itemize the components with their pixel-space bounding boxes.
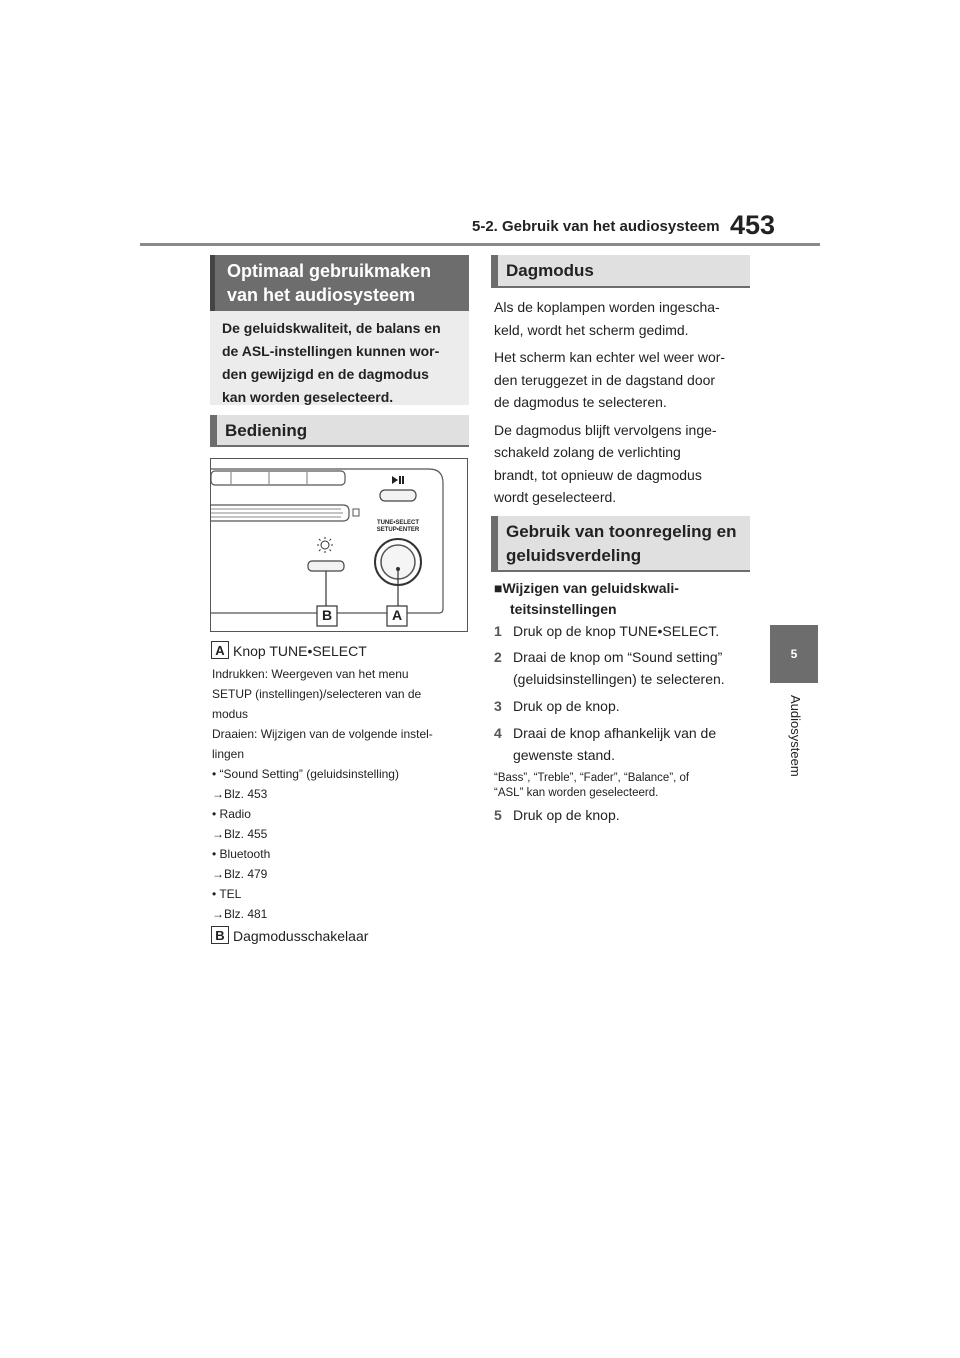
intro-summary (210, 311, 469, 405)
step-number: 1 (494, 623, 502, 639)
desc-line: • Bluetooth (212, 847, 271, 861)
step-text: Draai de knop afhankelijk van de (513, 725, 717, 741)
chapter-tab-label (785, 695, 805, 795)
chapter-tab-label-text: Audiosysteem (788, 695, 803, 777)
text-line: schakeld zolang de verlichting (494, 444, 681, 460)
text-line: brandt, tot opnieuw de dagmodus (494, 466, 702, 483)
chapter-title: 5-2. Gebruik van het audiosysteem (472, 218, 720, 235)
desc-line: • “Sound Setting” (geluidsinstelling) (212, 767, 399, 781)
audio-panel-illustration (211, 459, 467, 631)
intro-line: den gewijzigd en de dagmodus (222, 366, 429, 382)
knob-label (370, 520, 426, 534)
header-divider (140, 243, 820, 246)
callout-a: A (391, 607, 403, 623)
sub-heading-line: ■Wijzigen van geluidskwali- (494, 580, 679, 596)
item-b-title: Dagmodusschakelaar (233, 928, 369, 944)
text-line: Het scherm kan echter wel weer wor- (494, 349, 726, 365)
chapter-tab: 5 (770, 625, 818, 683)
desc-line: modus (212, 707, 249, 721)
desc-line: Indrukken: Weergeven van het menu (212, 667, 409, 681)
heading-line: Gebruik van toonregeling en (506, 522, 737, 541)
section-heading-bediening: Bediening (210, 415, 469, 447)
item-a-description (212, 664, 472, 924)
desc-line: • TEL (212, 887, 242, 901)
intro-line: De geluidskwaliteit, de balans en (222, 320, 441, 336)
legend-marker-a: A (211, 641, 229, 659)
section-heading-line: van het audiosysteem (227, 285, 416, 305)
knob-label-line: TUNE•SELECT (376, 520, 420, 526)
note-line: “Bass”, “Treble”, “Fader”, “Balance”, of (494, 772, 690, 784)
desc-line: →Blz. 455 (212, 827, 268, 841)
step-text: Druk op de knop. (513, 698, 620, 714)
desc-line: →Blz. 481 (212, 907, 268, 921)
step-number: 5 (494, 807, 502, 823)
section-heading-gebruik (491, 516, 750, 572)
step-text: (geluidsinstellingen) te selecteren. (513, 671, 725, 687)
step-number: 2 (494, 649, 502, 665)
callout-b: B (321, 607, 333, 623)
text-line: wordt geselecteerd. (494, 489, 617, 505)
intro-line: de ASL-instellingen kunnen wor- (222, 343, 440, 359)
step-text: gewenste stand. (513, 747, 615, 763)
section-heading-line: Optimaal gebruikmaken (227, 261, 432, 281)
desc-line: →Blz. 479 (212, 867, 268, 881)
item-a-title: Knop TUNE•SELECT (233, 643, 367, 659)
legend-marker-b: B (211, 926, 229, 944)
intro-line: kan worden geselecteerd. (222, 389, 394, 405)
heading-line: geluidsverdeling (506, 546, 642, 565)
page-number: 453 (730, 210, 776, 240)
step-note (494, 771, 689, 801)
desc-line: Draaien: Wijzigen van de volgende instel- (212, 727, 433, 741)
desc-line: • Radio (212, 807, 251, 821)
text-line: Als de koplampen worden ingescha- (494, 299, 720, 315)
step-text: Druk op de knop. (513, 807, 620, 823)
section-heading-dagmodus: Dagmodus (491, 255, 750, 288)
audio-panel-figure (210, 458, 468, 632)
step-number: 4 (494, 725, 502, 741)
step-number: 3 (494, 698, 502, 714)
desc-line: SETUP (instellingen)/selecteren van de (212, 687, 422, 701)
text-line: keld, wordt het scherm gedimd. (494, 321, 689, 338)
text-line: de dagmodus te selecteren. (494, 394, 667, 410)
dagmodus-text (494, 296, 756, 509)
text-line: De dagmodus blijft vervolgens inge- (494, 421, 717, 438)
note-line: “ASL” kan worden geselecteerd. (494, 787, 659, 799)
step-text: Draai de knop om “Sound setting” (513, 649, 723, 665)
desc-line: →Blz. 453 (212, 787, 268, 801)
sub-heading (494, 578, 679, 620)
sun-icon (317, 537, 333, 553)
section-heading-optimaal (210, 255, 469, 311)
sub-heading-line: teitsinstellingen (510, 601, 617, 617)
text-line: den teruggezet in de dagstand door (494, 371, 716, 388)
knob-label-line: SETUP•ENTER (376, 527, 420, 533)
desc-line: lingen (212, 747, 245, 761)
step-text: Druk op de knop TUNE•SELECT. (513, 623, 720, 639)
